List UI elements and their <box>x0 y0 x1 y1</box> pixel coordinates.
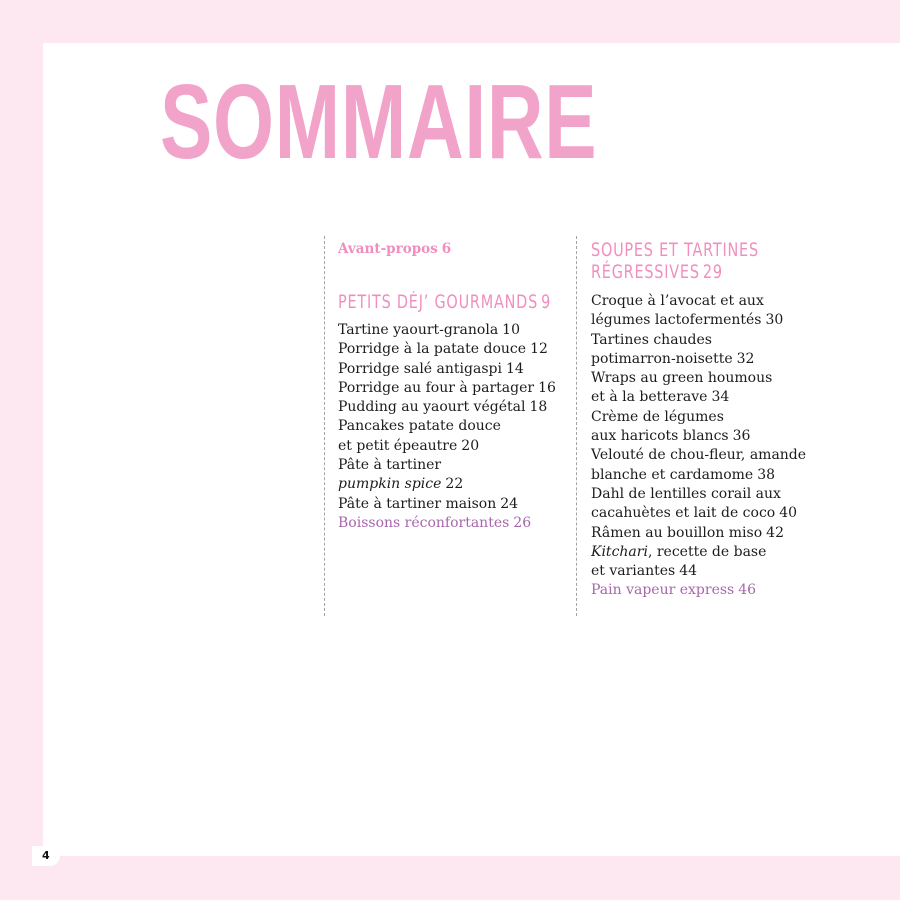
section-heading-breakfast[interactable] <box>338 292 552 314</box>
toc-entry-label-line2: légumes lactofermentés <box>591 312 762 329</box>
toc-entry[interactable] <box>338 360 570 379</box>
column-divider-left <box>324 236 325 616</box>
toc-entry[interactable] <box>338 495 570 514</box>
toc-entry-page: 46 <box>738 582 757 599</box>
toc-entry-label: Boissons réconfortantes <box>338 514 510 531</box>
toc-entry[interactable] <box>591 446 821 485</box>
toc-entries-soups <box>591 292 821 601</box>
toc-entry-page: 26 <box>513 514 532 531</box>
toc-column-left <box>338 240 570 533</box>
toc-entry[interactable] <box>591 292 821 331</box>
toc-entry[interactable] <box>338 417 570 456</box>
toc-entry-label: Pâte à tartiner maison <box>338 495 497 512</box>
section-heading-page: 9 <box>541 292 552 313</box>
toc-entry[interactable] <box>338 321 570 340</box>
toc-entry-label: Croque à l’avocat et aux <box>591 293 764 309</box>
toc-entry-italic-word: Kitchari <box>591 543 648 560</box>
toc-entry[interactable] <box>591 485 821 524</box>
toc-column-right <box>591 240 821 601</box>
toc-entry[interactable] <box>338 379 570 398</box>
toc-entry-page: 38 <box>757 466 776 483</box>
column-divider-right <box>576 236 577 616</box>
toc-entry-label-line2: blanche et cardamome <box>591 466 754 483</box>
toc-entry[interactable] <box>338 340 570 359</box>
toc-entry-page: 32 <box>736 350 755 367</box>
toc-entry-bonus[interactable] <box>338 514 570 533</box>
toc-entry-bonus[interactable] <box>591 581 821 600</box>
toc-entry[interactable] <box>338 456 570 495</box>
toc-entry[interactable] <box>591 543 821 582</box>
toc-entry-label-line2: et à la betterave <box>591 389 708 406</box>
toc-entry-label-line2: pumpkin spice <box>338 476 442 493</box>
toc-entry-label: Pudding au yaourt végétal <box>338 399 526 416</box>
section-heading-label-line2: RÉGRESSIVES <box>591 262 700 283</box>
toc-intro-label: Avant-propos <box>338 241 438 257</box>
toc-entry-label: Tartines chaudes <box>591 331 712 348</box>
toc-entry-page: 30 <box>765 312 784 329</box>
toc-entry-label: , recette de base <box>647 543 767 560</box>
toc-entry-page: 18 <box>529 399 548 416</box>
toc-intro-page: 6 <box>441 241 452 257</box>
page-title: SOMMAIRE <box>160 63 598 181</box>
toc-entry-label: Porridge au four à partager <box>338 379 535 396</box>
section-heading-label: SOUPES ET TARTINES <box>591 240 759 261</box>
toc-entry-label: Porridge salé antigaspi <box>338 360 502 377</box>
toc-entry-label-line2: cacahuètes et lait de coco <box>591 505 776 522</box>
toc-entry-label: Pâte à tartiner <box>338 457 442 474</box>
toc-entry-page: 36 <box>732 428 751 445</box>
section-heading-page: 29 <box>702 262 723 283</box>
toc-entry[interactable] <box>591 408 821 447</box>
toc-entry-page: 34 <box>711 389 730 406</box>
toc-entry-label-line2: et petit épeautre <box>338 437 458 454</box>
page-number: 4 <box>32 846 60 866</box>
toc-entry-page: 24 <box>500 495 519 512</box>
section-heading-label: PETITS DÉJ’ GOURMANDS <box>338 292 539 313</box>
toc-entry-page: 14 <box>505 360 524 377</box>
toc-entry-label: Pain vapeur express <box>591 582 735 599</box>
toc-intro[interactable] <box>338 240 570 259</box>
toc-entry-page: 16 <box>538 379 556 396</box>
toc-entry-label: Tartine yaourt-granola <box>338 322 499 338</box>
toc-entry-label: Râmen au bouillon miso <box>591 524 763 541</box>
toc-entry-page: 42 <box>766 524 784 541</box>
toc-entry[interactable] <box>591 369 821 408</box>
toc-entry-page: 22 <box>445 476 464 493</box>
toc-entry-label-line2: aux haricots blancs <box>591 428 729 445</box>
toc-entry-label-line2: potimarron-noisette <box>591 350 733 367</box>
toc-entry-label: Pancakes patate douce <box>338 418 501 435</box>
toc-entry-label: Dahl de lentilles corail aux <box>591 485 781 502</box>
section-heading-soups[interactable] <box>591 240 770 284</box>
toc-entry-page: 44 <box>679 563 698 580</box>
toc-entry[interactable] <box>591 331 821 370</box>
toc-entry[interactable] <box>591 524 821 543</box>
toc-entry[interactable] <box>338 398 570 417</box>
toc-entry-label: Crème de légumes <box>591 408 724 425</box>
toc-entry-label-line2: et variantes <box>591 563 676 580</box>
toc-entry-page: 12 <box>530 341 548 358</box>
toc-entry-page: 40 <box>779 505 798 522</box>
toc-entries-breakfast <box>338 321 570 533</box>
toc-entry-page: 20 <box>461 437 480 454</box>
toc-entry-page: 10 <box>502 322 520 338</box>
toc-entry-label: Porridge à la patate douce <box>338 341 527 358</box>
toc-entry-label: Wraps au green houmous <box>591 370 773 387</box>
toc-entry-label: Velouté de chou-fleur, amande <box>591 447 807 464</box>
